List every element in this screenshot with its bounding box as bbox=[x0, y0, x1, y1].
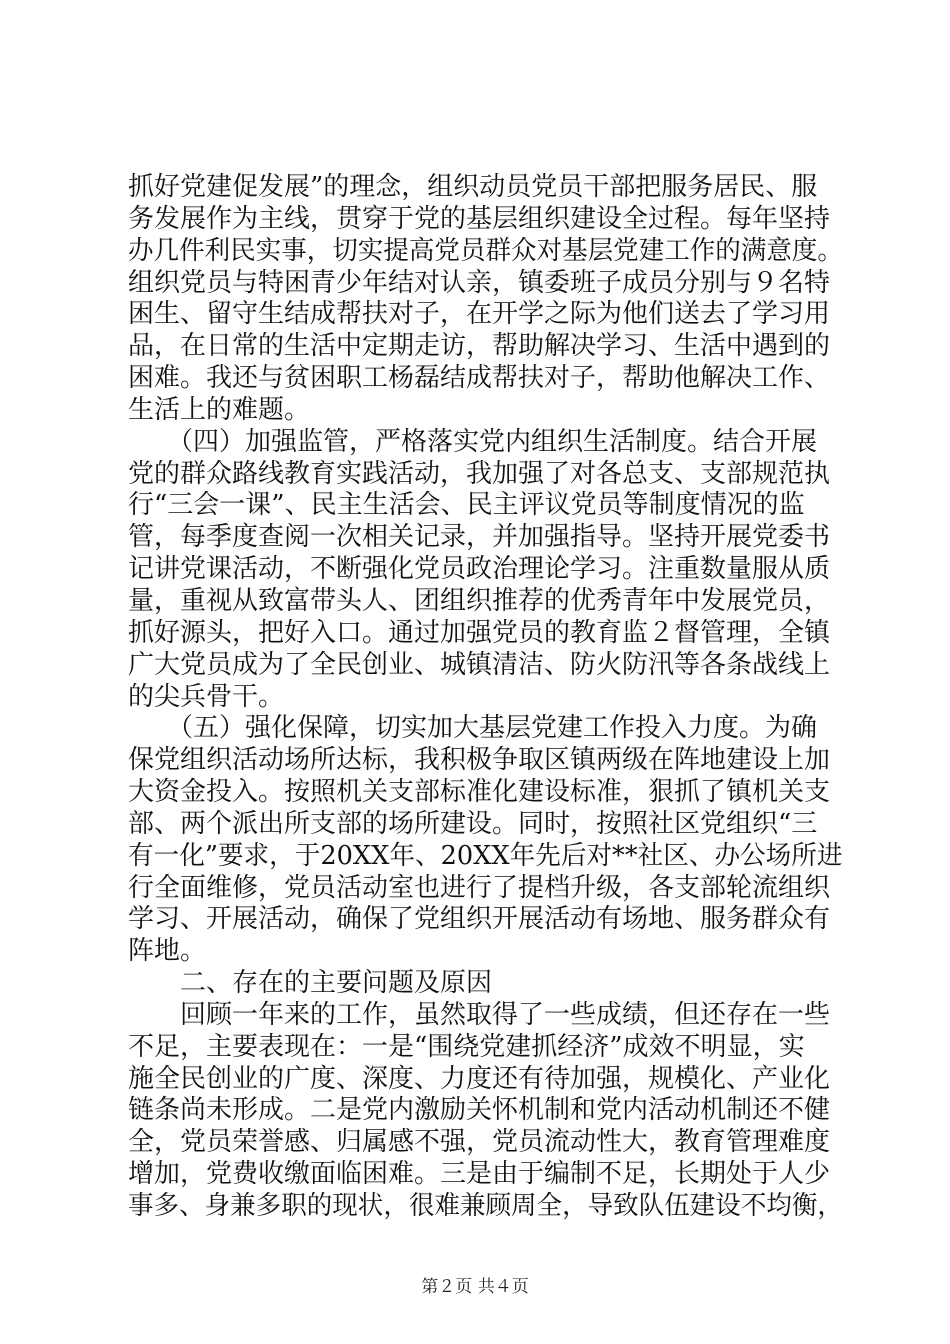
text-line: 二、存在的主要问题及原因 bbox=[128, 968, 493, 999]
text-line: 大资金投入。按照机关支部标准化建设标准，狠抓了镇机关支 bbox=[128, 777, 831, 808]
text-line: 有一化”要求，于20XX年、20XX年先后对**社区、办公场所进 bbox=[128, 840, 843, 871]
text-line: 全，党员荣誉感、归属感不强，党员流动性大，教育管理难度 bbox=[128, 1127, 831, 1158]
text-line: 部、两个派出所支部的场所建设。同时，按照社区党组织“三 bbox=[128, 808, 818, 839]
text-line: 组织党员与特困青少年结对认亲，镇委班子成员分别与９名特 bbox=[128, 267, 831, 298]
text-line: 增加，党费收缴面临困难。三是由于编制不足，长期处于人少 bbox=[128, 1159, 831, 1190]
text-line: 学习、开展活动，确保了党组织开展活动有场地、服务群众有 bbox=[128, 904, 831, 935]
text-line: （四）加强监管，严格落实党内组织生活制度。结合开展 bbox=[128, 426, 818, 457]
text-line: 管，每季度查阅一次相关记录，并加强指导。坚持开展党委书 bbox=[128, 522, 831, 553]
text-line: 行全面维修，党员活动室也进行了提档升级，各支部轮流组织 bbox=[128, 872, 831, 903]
text-line: 施全民创业的广度、深度、力度还有待加强，规模化、产业化 bbox=[128, 1063, 831, 1094]
text-line: （五）强化保障，切实加大基层党建工作投入力度。为确 bbox=[128, 713, 818, 744]
text-line: 量，重视从致富带头人、团组织推荐的优秀青年中发展党员， bbox=[128, 585, 831, 616]
text-line: 务发展作为主线，贯穿于党的基层组织建设全过程。每年坚持 bbox=[128, 203, 831, 234]
text-line: 困难。我还与贫困职工杨磊结成帮扶对子，帮助他解决工作、 bbox=[128, 363, 831, 394]
text-line: 保党组织活动场所达标，我积极争取区镇两级在阵地建设上加 bbox=[128, 745, 831, 776]
text-line: 事多、身兼多职的现状，很难兼顾周全，导致队伍建设不均衡， bbox=[128, 1191, 843, 1221]
text-line: 办几件利民实事，切实提高党员群众对基层党建工作的满意度。 bbox=[128, 235, 843, 266]
text-line: 品，在日常的生活中定期走访，帮助解决学习、生活中遇到的 bbox=[128, 331, 831, 362]
text-line: 抓好源头，把好入口。通过加强党员的教育监２督管理，全镇 bbox=[128, 617, 831, 648]
text-line: 回顾一年来的工作，虽然取得了一些成绩，但还存在一些 bbox=[128, 999, 831, 1030]
text-line: 链条尚未形成。二是党内激励关怀机制和党内活动机制还不健 bbox=[128, 1095, 831, 1126]
text-line: 的尖兵骨干。 bbox=[128, 681, 285, 712]
document-body bbox=[128, 172, 843, 1223]
text-line: 广大党员成为了全民创业、城镇清洁、防火防汛等各条战线上 bbox=[128, 649, 831, 680]
text-line: 生活上的难题。 bbox=[128, 394, 311, 425]
text-line: 困生、留守生结成帮扶对子，在开学之际为他们送去了学习用 bbox=[128, 299, 831, 330]
text-line: 党的群众路线教育实践活动，我加强了对各总支、支部规范执 bbox=[128, 458, 831, 489]
text-line: 行“三会一课”、民主生活会、民主评议党员等制度情况的监 bbox=[128, 490, 805, 521]
page-footer: 第２页 共４页 bbox=[421, 1277, 529, 1297]
text-line: 阵地。 bbox=[128, 936, 207, 967]
text-line: 记讲党课活动，不断强化党员政治理论学习。注重数量服从质 bbox=[128, 554, 831, 585]
text-line: 不足，主要表现在：一是“围绕党建抓经济”成效不明显，实 bbox=[128, 1031, 805, 1062]
text-line: 抓好党建促发展”的理念，组织动员党员干部把服务居民、服 bbox=[128, 172, 818, 202]
